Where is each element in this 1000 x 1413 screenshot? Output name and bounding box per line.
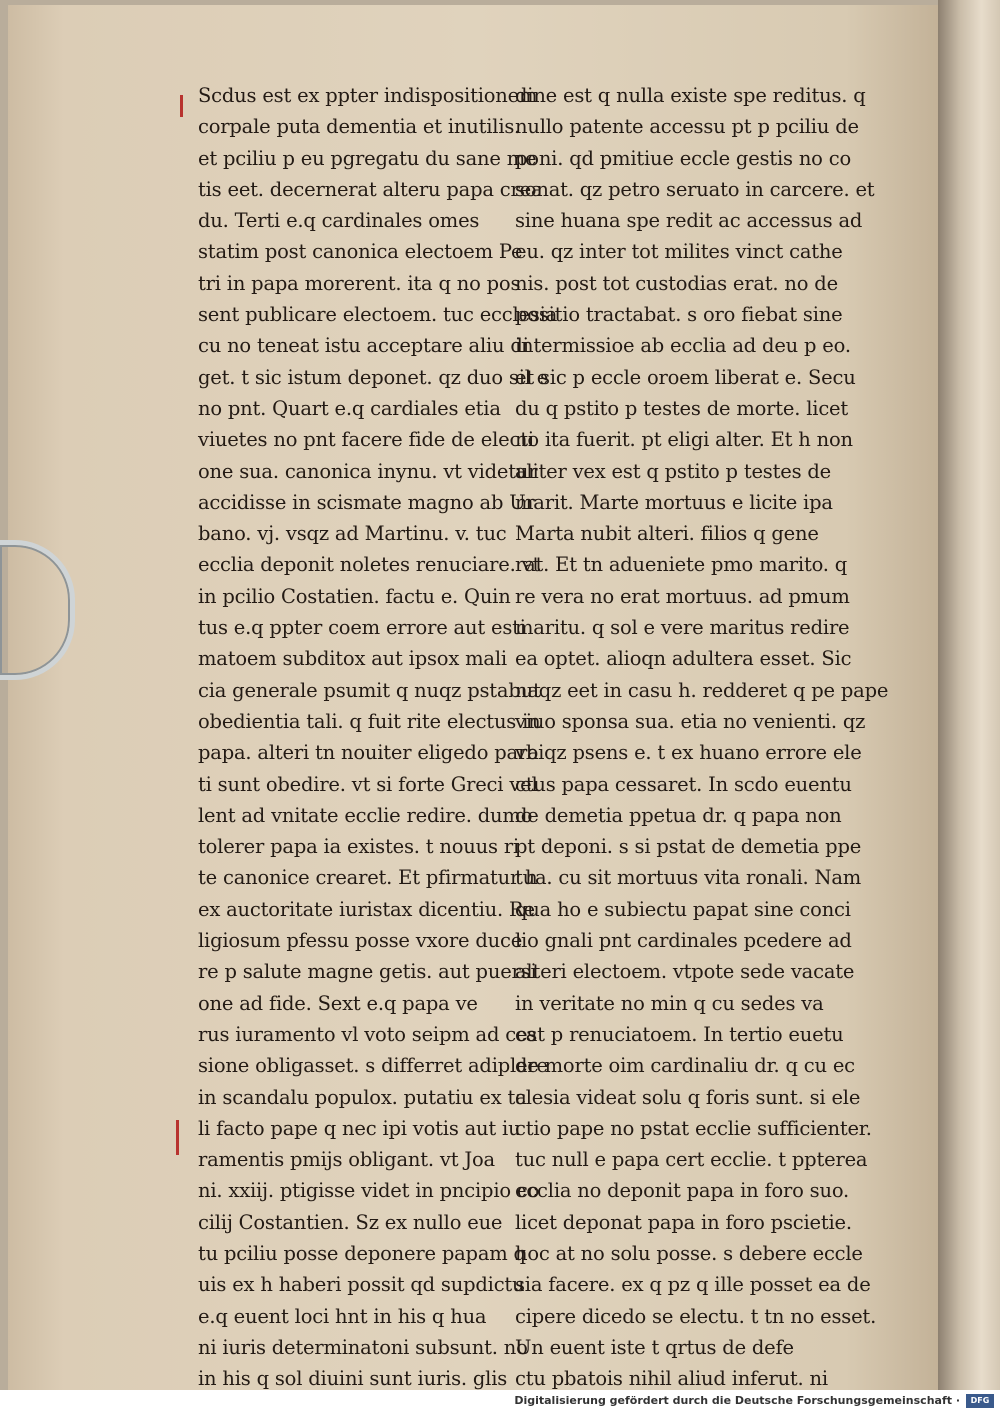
text-line: cipere dicedo se electu. t tn no esset. — [515, 1304, 877, 1328]
text-line: lent ad vnitate ecclie redire. dumo — [198, 803, 533, 827]
text-line: one ad fide. Sext e.q papa ve — [198, 991, 478, 1015]
text-line: qua ho e subiectu papat sine conci — [515, 897, 851, 921]
text-line: clesia videat solu q foris sunt. si ele — [515, 1085, 861, 1109]
text-line: lio gnali pnt cardinales pcedere ad — [515, 929, 852, 953]
text-line: in pcilio Costatien. factu e. Quin — [198, 584, 511, 608]
text-line: in his q sol diuini sunt iuris. glis — [198, 1367, 508, 1390]
text-line: dine est q nulla existe spe reditus. q — [515, 84, 866, 107]
text-line: accidisse in scismate magno ab Ur — [198, 490, 535, 514]
text-line: cat p renuciatoem. In tertio euetu — [515, 1022, 844, 1046]
text-line: re p salute magne getis. aut puersi — [198, 960, 537, 984]
text-line: sent publicare electoem. tuc ecclesia — [198, 303, 558, 327]
text-line: ni iuris determinatoni subsunt. no — [198, 1335, 528, 1359]
text-line: tis eet. decernerat alteru papa crea — [198, 177, 543, 201]
text-line: du q pstito p testes de morte. licet — [515, 396, 849, 420]
text-line: obedientia tali. q fuit rite electus in — [198, 709, 541, 733]
text-line: du. Terti e.q cardinales omes — [198, 209, 480, 233]
text-line: pt deponi. s si pstat de demetia ppe — [515, 835, 862, 859]
text-line: ea optet. alioqn adultera esset. Sic — [515, 647, 852, 671]
text-line: re vera no erat mortuus. ad pmum — [515, 584, 850, 608]
text-line: uis ex h haberi possit qd supdictu — [198, 1273, 525, 1297]
text-line: intermissioe ab ecclia ad deu p eo. — [515, 334, 851, 358]
text-line: ligiosum pfessu posse vxore duce — [198, 929, 523, 953]
text-line: maritu. q sol e vere maritus redire — [515, 616, 850, 640]
text-line: sione obligasset. s differret adiplere — [198, 1054, 548, 1078]
text-line: ctus papa cessaret. In scdo euentu — [515, 772, 852, 796]
text-line: positio tractabat. s oro fiebat sine — [515, 303, 843, 327]
text-line: hoc at no solu posse. s debere eccle — [515, 1241, 863, 1265]
text-line: papa. alteri tn nouiter eligedo para — [198, 741, 539, 765]
text-line: no pnt. Quart e.q cardiales etia — [198, 396, 501, 420]
text-line: ni. xxiij. ptigisse videt in pncipio co — [198, 1179, 540, 1203]
text-line: sine huana spe redit ac accessus ad — [515, 209, 863, 233]
footer-bar — [0, 1390, 1000, 1413]
text-line: Marta nubit alteri. filios q gene — [515, 522, 819, 546]
text-line: bano. vj. vsqz ad Martinu. v. tuc — [198, 522, 507, 546]
text-line: matoem subditox aut ipsox mali — [198, 647, 507, 671]
text-line: viuo sponsa sua. etia no venienti. qz — [515, 709, 866, 733]
text-line: ecclia no deponit papa in foro suo. — [515, 1179, 850, 1203]
text-line: tuc null e papa cert ecclie. t ppterea — [515, 1148, 868, 1172]
text-line: ex auctoritate iuristax dicentiu. Re — [198, 897, 535, 921]
text-line: tua. cu sit mortuus vita ronali. Nam — [515, 866, 862, 890]
text-line: Scdus est ex ppter indispositionem — [198, 84, 538, 107]
text-line: in scandalu populox. putatiu ex ta — [198, 1085, 527, 1109]
funding-credit: Digitalisierung gefördert durch die Deutsche Forschungsgemeinschaft · — [514, 1394, 960, 1407]
text-line: sonat. qz petro seruato in carcere. et — [515, 177, 875, 201]
text-line: nullo patente accessu pt p pciliu de — [515, 115, 859, 139]
text-line: statim post canonica electoem Pe — [198, 240, 523, 264]
text-line: alteri electoem. vtpote sede vacate — [515, 960, 855, 984]
text-line: cu no teneat istu acceptare aliu di — [198, 334, 529, 358]
text-line: ctu pbatois nihil aliud inferut. ni — [515, 1367, 828, 1390]
text-line: marit. Marte mortuus e licite ipa — [515, 490, 833, 514]
text-line: Un euent iste t qrtus de defe — [515, 1335, 794, 1359]
text-line: cilij Costantien. Sz ex nullo eue — [198, 1210, 503, 1234]
text-line: nis. post tot custodias erat. no de — [515, 271, 838, 295]
text-line: cia generale psumit q nuqz pstabut — [198, 678, 541, 702]
text-line: aliter vex est q pstito p testes de — [515, 459, 832, 483]
text-line: te canonice crearet. Et pfirmatur h — [198, 866, 538, 890]
text-line: et pciliu p eu pgregatu du sane me — [198, 146, 537, 170]
text-line: ctio pape no pstat ecclie sufficienter. — [515, 1116, 872, 1140]
text-line: ramentis pmijs obligant. vt Joa — [198, 1148, 495, 1172]
text-column-right — [515, 80, 889, 1390]
text-line: tus e.q ppter coem errore aut esti — [198, 616, 526, 640]
text-line: vbiqz psens e. t ex huano errore ele — [515, 741, 862, 765]
text-line: de morte oim cardinaliu dr. q cu ec — [515, 1054, 855, 1078]
text-line: eu. qz inter tot milites vinct cathe — [515, 240, 843, 264]
text-line: sia facere. ex q pz q ille posset ea de — [515, 1273, 871, 1297]
text-line: e.q euent loci hnt in his q hua — [198, 1304, 487, 1328]
text-line: et sic p eccle oroem liberat e. Secu — [515, 365, 856, 389]
text-line: get. t sic istum deponet. qz duo sil e — [198, 365, 549, 389]
text-line: licet deponat papa in foro pscietie. — [515, 1210, 852, 1234]
text-line: rus iuramento vl voto seipm ad ces — [198, 1022, 538, 1046]
text-line: tri in papa morerent. ita q no pos — [198, 271, 521, 295]
text-line: ti sunt obedire. vt si forte Greci vel — [198, 772, 538, 796]
text-line: in veritate no min q cu sedes va — [515, 991, 824, 1015]
text-line: li facto pape q nec ipi votis aut iu — [198, 1116, 521, 1140]
text-line: viuetes no pnt facere fide de electi — [198, 428, 534, 452]
text-line: poni. qd pmitiue eccle gestis no co — [515, 146, 851, 170]
book-edge — [938, 0, 1000, 1390]
dfg-logo-icon: DFG — [966, 1394, 994, 1408]
text-line: no ita fuerit. pt eligi alter. Et h non — [515, 428, 853, 452]
text-line: tu pciliu posse deponere papam q — [198, 1241, 526, 1265]
text-column-left — [198, 80, 558, 1390]
text-line: naqz eet in casu h. redderet q pe pape — [515, 678, 889, 702]
text-line: tolerer papa ia existes. t nouus ri — [198, 835, 519, 859]
text-line: ecclia deponit noletes renuciare. vt — [198, 553, 541, 577]
margin-rubric-mark — [180, 95, 183, 117]
margin-rubric-mark — [176, 1120, 179, 1155]
text-line: corpale puta dementia et inutilis. — [198, 115, 521, 139]
text-line: one sua. canonica inynu. vt videtur — [198, 459, 538, 483]
text-line: de demetia ppetua dr. q papa non — [515, 803, 842, 827]
text-line: rat. Et tn adueniete pmo marito. q — [515, 553, 848, 577]
